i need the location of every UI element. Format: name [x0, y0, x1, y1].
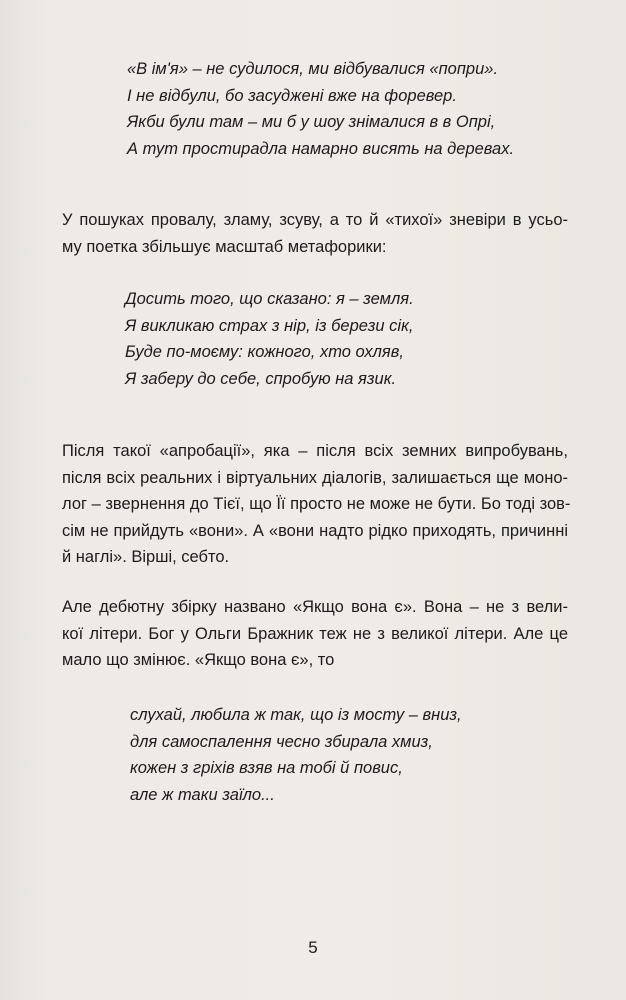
verse-line: Буде по-моєму: кожного, хто охляв, — [125, 343, 404, 361]
text-line: Після такої «апробації», яка – після всіх земних випробувань, — [62, 442, 568, 460]
text-line: й наглі». Вірші, себто. — [62, 548, 230, 566]
verse-line: слухай, любила ж так, що із мосту – вниз, — [130, 706, 462, 724]
text-line: мало що змінює. «Якщо вона є», то — [62, 651, 335, 669]
verse-line: І не відбули, бо засуджені вже на форевер. — [127, 86, 457, 105]
page-number: 5 — [308, 938, 318, 957]
text-line: Але дебютну збірку названо «Якщо вона є». Вона – не з вели- — [62, 598, 568, 616]
poem-stanza-2 — [125, 286, 414, 392]
verse-line: «В ім'я» – не судилося, ми відбувалися «попри». — [127, 60, 499, 78]
text-line: лог – звернення до Тієї, що Її просто не може не бути. Бо тоді зов- — [62, 495, 571, 513]
text-line: кої літери. Бог у Ольги Бражник теж не з великої літери. Але це — [62, 624, 568, 643]
verse-line: Я викликаю страх з нір, із берези сік, — [125, 316, 414, 335]
verse-line: Досить того, що сказано: я – земля. — [125, 290, 414, 308]
text-line: му поетка збільшує масштаб метафорики: — [62, 237, 387, 256]
poem-stanza-3 — [130, 702, 462, 808]
verse-line: Я заберу до себе, спробую на язик. — [125, 369, 397, 388]
text-line: У пошуках провалу, зламу, зсуву, а то й «тихої» зневіри в усьо- — [62, 211, 568, 229]
verse-line: але ж таки заїло... — [130, 785, 275, 804]
verse-line: кожен з гріхів взяв на тобі й повис, — [130, 759, 403, 777]
verse-line: Якби були там – ми б у шоу знімалися в в Опрі, — [127, 113, 496, 131]
verse-line: для самоспалення чесно збирала хмиз, — [130, 732, 433, 751]
text-line: сім не прийдуть «вони». А «вони надто рідко приходять, причинні — [62, 521, 568, 540]
paragraph-1 — [62, 207, 568, 260]
paragraph-3 — [62, 594, 568, 674]
paragraph-2 — [62, 438, 571, 571]
text-line: після всіх реальних і віртуальних діалогів, залишається ще моно- — [62, 468, 568, 487]
verse-line: А тут простирадла намарно висять на деревах. — [127, 139, 515, 158]
poem-stanza-1 — [127, 56, 514, 162]
